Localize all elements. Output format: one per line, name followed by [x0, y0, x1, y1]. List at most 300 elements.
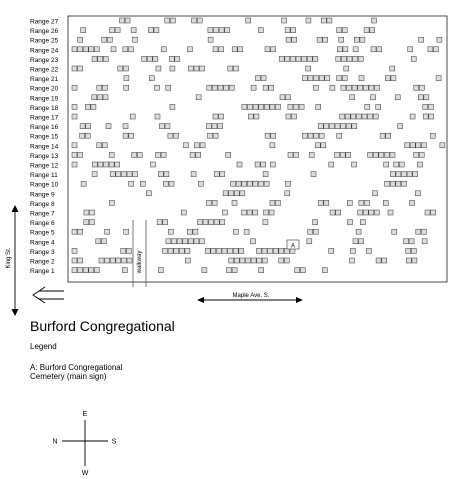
- grave-plot: [271, 133, 276, 138]
- range-label: Range 11: [30, 172, 58, 180]
- grave-plot: [329, 124, 334, 129]
- grave-plot: [72, 258, 77, 263]
- grave-plot: [340, 114, 345, 119]
- grave-plot: [72, 85, 77, 90]
- grave-plot: [232, 268, 237, 273]
- grave-plot: [214, 172, 219, 177]
- grave-plot: [99, 258, 104, 263]
- grave-plot: [103, 95, 108, 100]
- grave-plot: [366, 248, 371, 253]
- grave-plot: [356, 229, 361, 234]
- compass-e: E: [82, 411, 88, 418]
- grave-plot: [168, 229, 173, 234]
- grave-plot: [373, 152, 378, 157]
- range-label: Range 5: [30, 229, 55, 237]
- grave-plot: [395, 95, 400, 100]
- grave-plot: [421, 229, 426, 234]
- grave-plot: [306, 18, 311, 23]
- grave-plot: [237, 162, 242, 167]
- grave-plot: [229, 191, 234, 196]
- grave-plot: [394, 162, 399, 167]
- grave-plot: [122, 268, 127, 273]
- grave-plot: [125, 18, 130, 23]
- grave-plot: [262, 258, 267, 263]
- grave-plot: [200, 239, 205, 244]
- grave-plot: [174, 248, 179, 253]
- grave-plot: [319, 133, 324, 138]
- grave-plot: [92, 56, 97, 61]
- grave-plot: [405, 143, 410, 148]
- grave-plot: [308, 229, 313, 234]
- grave-plot: [115, 28, 120, 33]
- grave-plot: [415, 191, 420, 196]
- grave-plot: [258, 28, 263, 33]
- grave-plot: [358, 85, 363, 90]
- grave-plot: [225, 28, 230, 33]
- grave-plot: [92, 95, 97, 100]
- grave-plot: [196, 152, 201, 157]
- grave-plot: [121, 172, 126, 177]
- grave-plot: [128, 47, 133, 52]
- grave-plot: [165, 18, 170, 23]
- grave-plot: [376, 104, 381, 109]
- grave-plot: [398, 124, 403, 129]
- grave-plot: [219, 47, 224, 52]
- grave-plot: [396, 172, 401, 177]
- grave-plot: [285, 56, 290, 61]
- grave-plot: [276, 200, 281, 205]
- grave-plot: [416, 229, 421, 234]
- grave-plot: [208, 133, 213, 138]
- grave-plot: [329, 248, 334, 253]
- grave-plot: [337, 47, 342, 52]
- grave-plot: [161, 47, 166, 52]
- range-label: Range 25: [30, 37, 59, 45]
- grave-plot: [205, 248, 210, 253]
- grave-plot: [371, 47, 376, 52]
- grave-plot: [85, 133, 90, 138]
- grave-plot: [127, 258, 132, 263]
- grave-plot: [280, 95, 285, 100]
- grave-plot: [78, 268, 83, 273]
- legend-item-a: A: Burford Congregational Cemetery (main sign): [30, 363, 123, 381]
- grave-plot: [382, 258, 387, 263]
- grave-plot: [307, 239, 312, 244]
- grave-plot: [294, 104, 299, 109]
- grave-plot: [239, 248, 244, 253]
- grave-plot: [279, 258, 284, 263]
- grave-plot: [102, 85, 107, 90]
- grave-plot: [343, 47, 348, 52]
- grave-plot: [368, 152, 373, 157]
- grave-plot: [324, 200, 329, 205]
- grave-plot: [133, 172, 138, 177]
- grave-plot: [105, 229, 110, 234]
- grave-plot: [269, 85, 274, 90]
- grave-plot: [96, 239, 101, 244]
- grave-plot: [436, 76, 441, 81]
- grave-plot: [187, 229, 192, 234]
- grave-plot: [244, 229, 249, 234]
- grave-plot: [295, 268, 300, 273]
- grave-plot: [172, 239, 177, 244]
- grave-plot: [197, 18, 202, 23]
- grave-plot: [229, 258, 234, 263]
- range-label: Range 16: [30, 124, 59, 132]
- grave-plot: [271, 47, 276, 52]
- grave-plot: [157, 220, 162, 225]
- marker-a-label: A: [290, 243, 296, 250]
- range-label: Range 10: [30, 181, 59, 189]
- grave-plot: [163, 220, 168, 225]
- grave-plot: [407, 172, 412, 177]
- grave-plot: [347, 85, 352, 90]
- grave-plot: [168, 133, 173, 138]
- grave-plot: [424, 95, 429, 100]
- grave-plot: [213, 47, 218, 52]
- grave-plot: [107, 37, 112, 42]
- grave-plot: [379, 152, 384, 157]
- grave-plot: [78, 47, 83, 52]
- grave-plot: [92, 162, 97, 167]
- grave-plot: [123, 66, 128, 71]
- grave-plot: [132, 152, 137, 157]
- grave-plot: [209, 220, 214, 225]
- grave-plot: [383, 200, 388, 205]
- grave-plot: [285, 191, 290, 196]
- grave-plot: [188, 239, 193, 244]
- grave-plot: [318, 200, 323, 205]
- range-label: Range 2: [30, 258, 55, 266]
- grave-plot: [365, 200, 370, 205]
- grave-plot: [194, 66, 199, 71]
- grave-plot: [391, 76, 396, 81]
- grave-plot: [255, 162, 260, 167]
- grave-plot: [384, 152, 389, 157]
- grave-plot: [253, 210, 258, 215]
- grave-plot: [429, 114, 434, 119]
- grave-plot: [218, 85, 223, 90]
- range-label: Range 13: [30, 152, 59, 160]
- grave-plot: [219, 114, 224, 119]
- grave-plot: [104, 162, 109, 167]
- grave-plot: [385, 76, 390, 81]
- range-label: Range 19: [30, 95, 59, 103]
- grave-plot: [409, 239, 414, 244]
- grave-plot: [72, 114, 77, 119]
- grave-plot: [212, 85, 217, 90]
- grave-plot: [198, 181, 203, 186]
- grave-plot: [227, 268, 232, 273]
- grave-plot: [169, 56, 174, 61]
- grave-plot: [72, 143, 77, 148]
- grave-plot: [220, 220, 225, 225]
- grave-plot: [437, 37, 442, 42]
- grave-plot: [187, 47, 192, 52]
- grave-plot: [364, 28, 369, 33]
- grave-plot: [124, 229, 129, 234]
- grave-plot: [161, 152, 166, 157]
- grave-plot: [127, 172, 132, 177]
- grave-plot: [234, 258, 239, 263]
- range-label: Range 15: [30, 133, 59, 141]
- grave-plot: [286, 37, 291, 42]
- grave-plot: [359, 200, 364, 205]
- grave-plot: [213, 114, 218, 119]
- grave-plot: [246, 258, 251, 263]
- grave-plot: [286, 95, 291, 100]
- grave-plot: [313, 56, 318, 61]
- grave-plot: [78, 152, 83, 157]
- grave-plot: [321, 143, 326, 148]
- grave-plot: [352, 85, 357, 90]
- grave-plot: [123, 124, 128, 129]
- grave-plot: [286, 114, 291, 119]
- grave-plot: [159, 124, 164, 129]
- grave-plot: [327, 18, 332, 23]
- grave-plot: [228, 66, 233, 71]
- grave-plot: [80, 124, 85, 129]
- grave-plot: [232, 47, 237, 52]
- grave-plot: [290, 56, 295, 61]
- grave-plot: [72, 152, 77, 157]
- grave-plot: [191, 172, 196, 177]
- grave-plot: [380, 133, 385, 138]
- grave-plot: [353, 239, 358, 244]
- grave-plot: [313, 229, 318, 234]
- grave-plot: [423, 104, 428, 109]
- grave-plot: [316, 104, 321, 109]
- range-label: Range 18: [30, 104, 59, 112]
- grave-plot: [72, 268, 77, 273]
- grave-plot: [351, 114, 356, 119]
- grave-plot: [365, 104, 370, 109]
- grave-plot: [116, 258, 121, 263]
- grave-plot: [80, 133, 85, 138]
- grave-plot: [428, 47, 433, 52]
- grave-plot: [184, 143, 189, 148]
- grave-plot: [261, 76, 266, 81]
- grave-plot: [388, 210, 393, 215]
- compass-w: W: [81, 470, 89, 477]
- grave-plot: [323, 37, 328, 42]
- grave-plot: [223, 191, 228, 196]
- grave-plot: [373, 191, 378, 196]
- range-label: Range 8: [30, 200, 55, 208]
- grave-plot: [151, 162, 156, 167]
- grave-plot: [313, 85, 318, 90]
- grave-plot: [390, 172, 395, 177]
- grave-plot: [238, 47, 243, 52]
- grave-plot: [132, 37, 137, 42]
- range-label: Range 7: [30, 210, 55, 218]
- grave-plot: [110, 258, 115, 263]
- grave-plot: [89, 47, 94, 52]
- king-st-label: King St.: [6, 247, 12, 269]
- grave-plot: [253, 181, 258, 186]
- grave-plot: [376, 258, 381, 263]
- grave-plot: [362, 114, 367, 119]
- grave-plot: [146, 191, 151, 196]
- grave-plot: [259, 268, 264, 273]
- grave-plot: [330, 85, 335, 90]
- grave-plot: [254, 114, 259, 119]
- grave-plot: [103, 56, 108, 61]
- grave-plot: [101, 239, 106, 244]
- range-label: Range 14: [30, 143, 59, 151]
- grave-plot: [240, 191, 245, 196]
- grave-plot: [279, 248, 284, 253]
- grave-plot: [123, 47, 128, 52]
- grave-plot: [155, 114, 160, 119]
- grave-plot: [175, 56, 180, 61]
- grave-plot: [97, 95, 102, 100]
- grave-plot: [292, 37, 297, 42]
- grave-plot: [148, 28, 153, 33]
- grave-plot: [207, 85, 212, 90]
- grave-plot: [192, 18, 197, 23]
- grave-plot: [158, 268, 163, 273]
- grave-plot: [307, 56, 312, 61]
- grave-plot: [317, 37, 322, 42]
- grave-plot: [292, 114, 297, 119]
- grave-plot: [263, 172, 268, 177]
- grave-plot: [347, 56, 352, 61]
- grave-plot: [353, 56, 358, 61]
- grave-plot: [423, 114, 428, 119]
- grave-plot: [419, 85, 424, 90]
- grave-plot: [126, 248, 131, 253]
- grave-plot: [121, 248, 126, 253]
- page-title: Burford Congregational: [30, 318, 175, 334]
- grave-plot: [140, 181, 145, 186]
- grave-plot: [206, 124, 211, 129]
- grave-plot: [411, 56, 416, 61]
- grave-plot: [368, 114, 373, 119]
- grave-plot: [308, 76, 313, 81]
- grave-plot: [345, 114, 350, 119]
- grave-plot: [248, 114, 253, 119]
- grave-plot: [179, 248, 184, 253]
- grave-plot: [350, 258, 355, 263]
- grave-plot: [251, 85, 256, 90]
- king-st-arrowhead-top: [12, 205, 19, 212]
- grave-plot: [346, 152, 351, 157]
- grave-plot: [231, 181, 236, 186]
- grave-plot: [416, 143, 421, 148]
- grave-plot: [270, 104, 275, 109]
- range-label: Range 22: [30, 66, 59, 74]
- grave-plot: [202, 268, 207, 273]
- grave-plot: [123, 133, 128, 138]
- grave-plot: [72, 162, 77, 167]
- grave-plot: [121, 258, 126, 263]
- grave-plot: [109, 152, 114, 157]
- grave-plot: [236, 181, 241, 186]
- grave-plot: [300, 268, 305, 273]
- grave-plot: [261, 162, 266, 167]
- grave-plot: [166, 85, 171, 90]
- grave-plot: [347, 200, 352, 205]
- grave-plot: [336, 56, 341, 61]
- grave-plot: [264, 104, 269, 109]
- grave-plot: [396, 181, 401, 186]
- grave-plot: [214, 28, 219, 33]
- grave-plot: [390, 152, 395, 157]
- grave-plot: [224, 85, 229, 90]
- grave-plot: [414, 85, 419, 90]
- grave-plot: [158, 172, 163, 177]
- grave-plot: [259, 104, 264, 109]
- grave-plot: [410, 143, 415, 148]
- grave-plot: [434, 47, 439, 52]
- grave-plot: [81, 28, 86, 33]
- grave-plot: [291, 28, 296, 33]
- grave-plot: [299, 104, 304, 109]
- grave-plot: [363, 85, 368, 90]
- grave-plot: [337, 133, 342, 138]
- grave-plot: [341, 124, 346, 129]
- grave-plot: [341, 85, 346, 90]
- grave-plot: [124, 85, 129, 90]
- plot-grid: [72, 18, 445, 273]
- range-label: Range 9: [30, 191, 55, 199]
- grave-plot: [358, 210, 363, 215]
- grave-plot: [84, 210, 89, 215]
- grave-plot: [84, 220, 89, 225]
- grave-plot: [185, 248, 190, 253]
- grave-plot: [98, 56, 103, 61]
- grave-plot: [242, 210, 247, 215]
- grave-plot: [264, 210, 269, 215]
- grave-plot: [185, 258, 190, 263]
- grave-plot: [385, 181, 390, 186]
- grave-plot: [354, 37, 359, 42]
- grave-plot: [216, 248, 221, 253]
- grave-plot: [170, 66, 175, 71]
- grave-plot: [98, 162, 103, 167]
- grave-plot: [253, 104, 258, 109]
- grave-plot: [370, 28, 375, 33]
- grave-plot: [286, 181, 291, 186]
- grave-plot: [247, 210, 252, 215]
- grave-plot: [130, 114, 135, 119]
- grave-plot: [223, 210, 228, 215]
- grave-plot: [251, 258, 256, 263]
- grave-plot: [336, 210, 341, 215]
- grave-plot: [329, 162, 334, 167]
- grave-plot: [129, 181, 134, 186]
- grave-plot: [412, 258, 417, 263]
- grave-plot: [110, 172, 115, 177]
- grave-plot: [406, 248, 411, 253]
- grave-plot: [246, 18, 251, 23]
- grave-plot: [325, 76, 330, 81]
- grave-plot: [220, 172, 225, 177]
- grave-plot: [142, 56, 147, 61]
- grave-plot: [111, 47, 116, 52]
- legend-heading: Legend: [30, 342, 57, 351]
- grave-plot: [319, 76, 324, 81]
- grave-plot: [137, 152, 142, 157]
- grave-plot: [226, 152, 231, 157]
- grave-plot: [282, 18, 287, 23]
- grave-plot: [170, 18, 175, 23]
- grave-plot: [208, 37, 213, 42]
- grave-plot: [401, 181, 406, 186]
- grave-plot: [72, 66, 77, 71]
- cemetery-boundary: [68, 16, 447, 282]
